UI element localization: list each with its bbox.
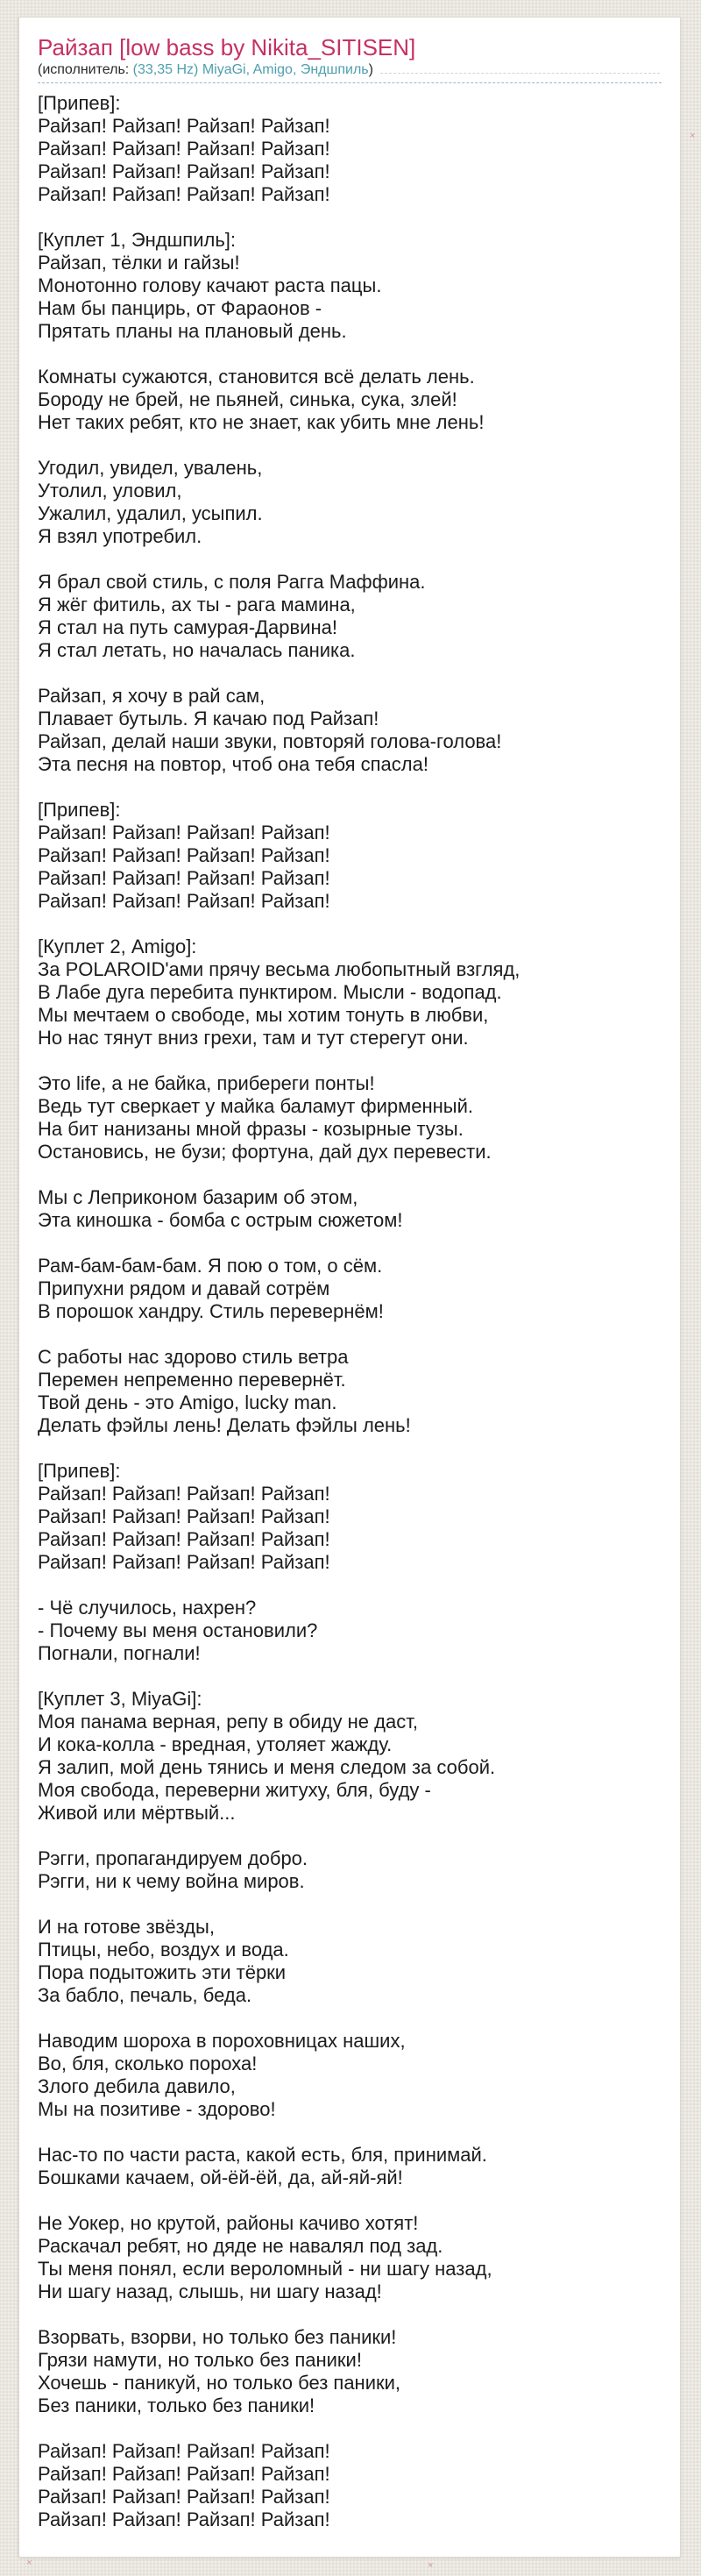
lyric-line: Комнаты сужаются, становится всё делать лень. xyxy=(38,366,475,388)
lyric-line: Грязи намути, но только без паники! xyxy=(38,2349,362,2371)
lyric-line: [Куплет 3, MiyaGi]: xyxy=(38,1688,202,1710)
lyric-line: Раскачал ребят, но дяде не навалял под зад. xyxy=(38,2235,443,2257)
lyric-line: Моя панама верная, репу в обиду не даст, xyxy=(38,1711,418,1733)
lyric-line: Бороду не брей, не пьяней, синька, сука, злей! xyxy=(38,388,457,410)
lyric-line: Перемен непременно перевернёт. xyxy=(38,1369,346,1391)
lyric-line: Райзап! Райзап! Райзап! Райзап! xyxy=(38,138,330,160)
lyric-line: Не Уокер, но крутой, районы качиво хотят! xyxy=(38,2212,419,2234)
lyric-line: Райзап! Райзап! Райзап! Райзап! xyxy=(38,1505,330,1527)
lyric-line: Райзап, делай наши звуки, повторяй голова-голова! xyxy=(38,730,502,752)
lyric-line: И на готове звёзды, xyxy=(38,1916,215,1938)
lyric-line: Прятать планы на плановый день. xyxy=(38,320,347,342)
lyric-line: Птицы, небо, воздух и вода. xyxy=(38,1939,289,1960)
lyric-line: Делать фэйлы лень! Делать фэйлы лень! xyxy=(38,1414,411,1436)
lyric-line: [Припев]: xyxy=(38,92,121,114)
lyric-blank-line xyxy=(38,434,662,457)
lyric-line: Угодил, увидел, увалень, xyxy=(38,457,263,479)
lyric-blank-line xyxy=(38,1574,662,1597)
lyric-blank-line xyxy=(38,1050,662,1072)
lyric-blank-line xyxy=(38,1437,662,1460)
lyric-line: Эта песня на повтор, чтоб она тебя спасла! xyxy=(38,753,428,775)
lyric-line: Ведь тут сверкает у майка баламут фирменный. xyxy=(38,1095,473,1117)
lyric-line: Остановись, не бузи; фортуна, дай дух перевести. xyxy=(38,1141,492,1163)
lyric-line: Рэгги, ни к чему война миров. xyxy=(38,1870,305,1892)
lyric-line: Райзап! Райзап! Райзап! Райзап! xyxy=(38,2486,330,2508)
lyric-line: Мы мечтаем о свободе, мы хотим тонуть в любви, xyxy=(38,1004,489,1026)
lyric-line: [Припев]: xyxy=(38,1460,121,1482)
lyric-line: Во, бля, сколько пороха! xyxy=(38,2053,258,2074)
stitch-mark: × xyxy=(689,130,697,142)
lyric-line: Райзап! Райзап! Райзап! Райзап! xyxy=(38,2440,330,2462)
lyric-line: Райзап! Райзап! Райзап! Райзап! xyxy=(38,160,330,182)
lyric-line: [Куплет 1, Эндшпиль]: xyxy=(38,229,237,251)
lyric-line: Райзап! Райзап! Райзап! Райзап! xyxy=(38,1483,330,1505)
lyric-blank-line xyxy=(38,913,662,936)
performer-suffix: ) xyxy=(368,62,373,77)
lyric-line: Я взял употребил. xyxy=(38,525,202,547)
lyric-line: За POLAROID'ами прячу весьма любопытный взгляд, xyxy=(38,958,520,980)
lyric-line: Нам бы панцирь, от Фараонов - xyxy=(38,297,322,319)
lyric-line: Бошками качаем, ой-ёй-ёй, да, ай-яй-яй! xyxy=(38,2167,403,2188)
lyric-blank-line xyxy=(38,2303,662,2326)
song-title: Райзап [low bass by Nikita_SITISEN] xyxy=(38,34,416,60)
lyric-blank-line xyxy=(38,2189,662,2212)
lyric-line: Я стал летать, но началась паника. xyxy=(38,639,356,661)
lyric-line: Но нас тянут вниз грехи, там и тут стерегут они. xyxy=(38,1027,469,1049)
lyric-blank-line xyxy=(38,548,662,571)
lyric-line: Я жёг фитиль, ах ты - рага мамина, xyxy=(38,594,356,616)
lyric-blank-line xyxy=(38,206,662,229)
lyric-line: Моя свобода, переверни житуху, бля, буду - xyxy=(38,1779,431,1801)
lyric-line: Припухни рядом и давай сотрём xyxy=(38,1277,330,1299)
stitch-mark: × xyxy=(25,2557,33,2569)
lyric-line: Райзап! Райзап! Райзап! Райзап! xyxy=(38,1551,330,1573)
lyric-line: Я залип, мой день тянись и меня следом за собой. xyxy=(38,1756,496,1778)
performer-row xyxy=(38,61,662,79)
lyric-line: Я стал на путь самурая-Дарвина! xyxy=(38,616,337,638)
lyric-line: Без паники, только без паники! xyxy=(38,2395,315,2416)
lyric-line: Мы с Леприконом базарим об этом, xyxy=(38,1186,358,1208)
lyric-line: Хочешь - паникуй, но только без паники, xyxy=(38,2372,401,2394)
lyric-blank-line xyxy=(38,1825,662,1847)
lyric-blank-line xyxy=(38,1163,662,1186)
lyric-line: Рам-бам-бам-бам. Я пою о том, о сём. xyxy=(38,1255,383,1277)
lyric-line: Райзап! Райзап! Райзап! Райзап! xyxy=(38,867,330,889)
lyric-line: С работы нас здорово стиль ветра xyxy=(38,1346,349,1368)
lyric-line: Утолил, уловил, xyxy=(38,480,182,502)
lyric-line: Райзап! Райзап! Райзап! Райзап! xyxy=(38,115,330,137)
lyric-line: Райзап, я хочу в рай сам, xyxy=(38,685,266,707)
lyric-line: Живой или мёртвый... xyxy=(38,1802,236,1824)
lyric-line: Плавает бутыль. Я качаю под Райзап! xyxy=(38,708,379,729)
artist-link[interactable]: (33,35 Hz) MiyaGi, Amigo, Эндшпиль xyxy=(132,62,369,77)
lyric-line: Это life, а не байка, прибереги понты! xyxy=(38,1072,375,1094)
lyric-blank-line xyxy=(38,1232,662,1255)
lyric-line: В Лабе дуга перебита пунктиром. Мысли - водопад. xyxy=(38,981,502,1003)
lyric-line: Райзап! Райзап! Райзап! Райзап! xyxy=(38,890,330,912)
lyric-blank-line xyxy=(38,1893,662,1916)
lyric-blank-line xyxy=(38,1665,662,1688)
lyric-line: И кока-колла - вредная, утоляет жажду. xyxy=(38,1733,393,1755)
lyric-line: В порошок хандру. Стиль перевернём! xyxy=(38,1300,384,1322)
lyric-line: Райзап! Райзап! Райзап! Райзап! xyxy=(38,1528,330,1550)
lyric-blank-line xyxy=(38,1323,662,1346)
lyric-line: Монотонно голову качают раста пацы. xyxy=(38,274,382,296)
lyric-line: Ужалил, удалил, усыпил. xyxy=(38,502,263,524)
lyric-line: Наводим шороха в пороховницах наших, xyxy=(38,2030,406,2052)
lyric-line: Райзап! Райзап! Райзап! Райзап! xyxy=(38,822,330,843)
lyric-line: Ты меня понял, если вероломный - ни шагу назад, xyxy=(38,2258,492,2280)
lyric-line: Рэгги, пропагандируем добро. xyxy=(38,1847,308,1869)
lyric-line: Ни шагу назад, слышь, ни шагу назад! xyxy=(38,2281,382,2302)
lyrics xyxy=(38,92,662,2531)
lyric-blank-line xyxy=(38,2007,662,2030)
lyric-line: - Чё случилось, нахрен? xyxy=(38,1597,257,1619)
lyric-line: Взорвать, взорви, но только без паники! xyxy=(38,2326,397,2348)
lyric-line: Райзап! Райзап! Райзап! Райзап! xyxy=(38,844,330,866)
lyric-line: - Почему вы меня остановили? xyxy=(38,1619,318,1641)
lyric-line: На бит нанизаны мной фразы - козырные тузы. xyxy=(38,1118,464,1140)
lyric-blank-line xyxy=(38,343,662,366)
lyric-line: Злого дебила давило, xyxy=(38,2075,236,2097)
lyric-blank-line xyxy=(38,2121,662,2144)
lyric-line: За бабло, печаль, беда. xyxy=(38,1984,252,2006)
lyric-line: Райзап! Райзап! Райзап! Райзап! xyxy=(38,183,330,205)
lyric-line: Я брал свой стиль, с поля Рагга Маффина. xyxy=(38,571,426,593)
lyric-blank-line xyxy=(38,662,662,685)
lyric-line: Твой день - это Amigo, lucky man. xyxy=(38,1391,337,1413)
lyric-line: Эта киношка - бомба с острым сюжетом! xyxy=(38,1209,403,1231)
lyric-line: Нас-то по части раста, какой есть, бля, принимай. xyxy=(38,2144,487,2166)
lyric-blank-line xyxy=(38,776,662,799)
lyric-line: [Припев]: xyxy=(38,799,121,821)
lyric-line: Райзап! Райзап! Райзап! Райзап! xyxy=(38,2463,330,2485)
lyric-line: Райзап, тёлки и гайзы! xyxy=(38,252,240,274)
lyric-line: Райзап! Райзап! Райзап! Райзап! xyxy=(38,2508,330,2530)
lyric-line: Погнали, погнали! xyxy=(38,1642,201,1664)
lyrics-card xyxy=(18,17,681,2558)
lyric-line: [Куплет 2, Amigo]: xyxy=(38,936,197,957)
lyric-line: Мы на позитиве - здорово! xyxy=(38,2098,276,2120)
lyric-blank-line xyxy=(38,2417,662,2440)
dotted-filler-line xyxy=(380,64,660,74)
lyric-line: Пора подытожить эти тёрки xyxy=(38,1961,287,1983)
stitch-mark: × xyxy=(427,2559,435,2572)
lyric-line: Нет таких ребят, кто не знает, как убить мне лень! xyxy=(38,411,485,433)
song-header xyxy=(38,35,662,83)
performer-label: (исполнитель: xyxy=(38,62,133,77)
